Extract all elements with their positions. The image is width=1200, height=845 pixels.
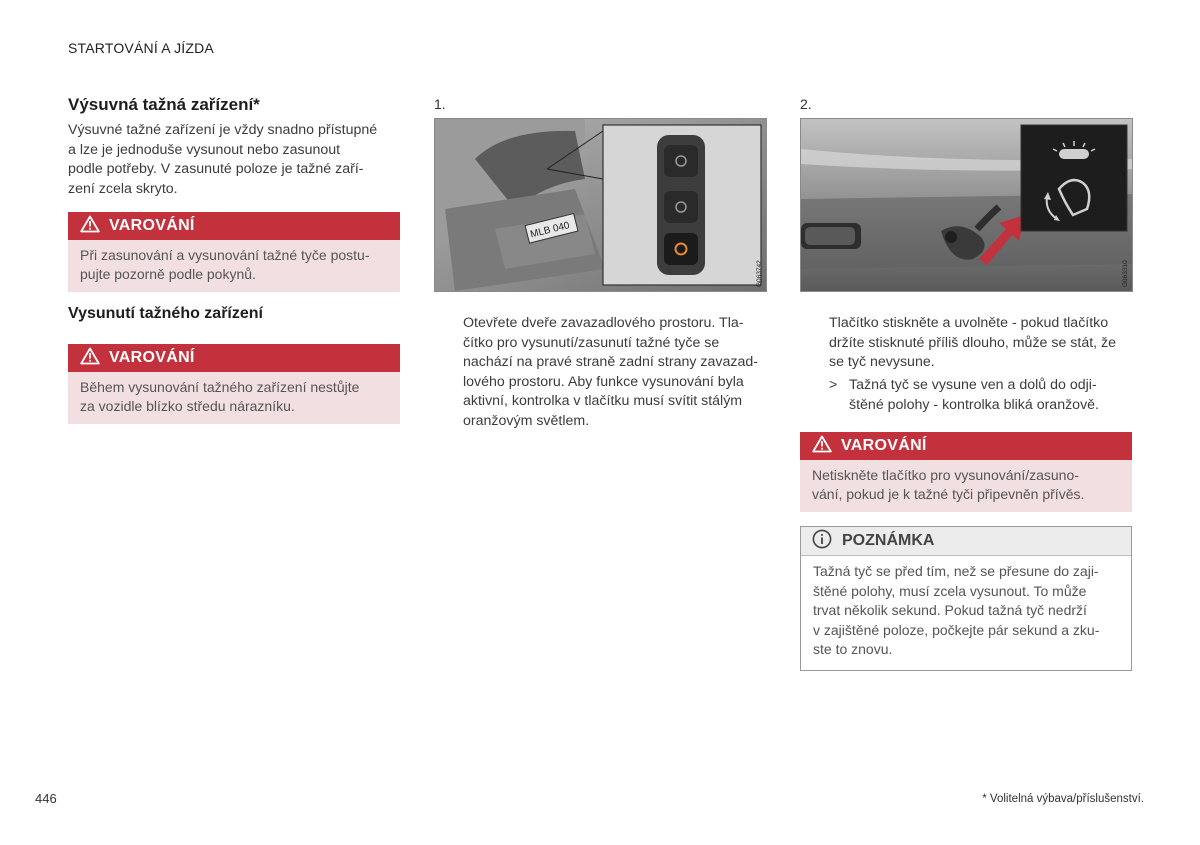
text-line: Během vysunování tažného zařízení nestůjte (80, 379, 360, 395)
page-number: 446 (35, 791, 57, 806)
warning-box (800, 432, 1132, 512)
text-line: za vozidle blízko středu nárazníku. (80, 397, 295, 414)
text-line: podle potřeby. V zasunuté poloze je tažné zaří- (68, 161, 364, 177)
text-line: držíte stisknuté příliš dlouho, může se stát, že (829, 334, 1117, 351)
step1-text (463, 314, 763, 431)
text-line: štěné polohy - kontrolka bliká oranžově. (849, 396, 1099, 413)
towbar-illustration (801, 119, 1132, 291)
warning-text (68, 372, 400, 424)
text-line: Tažná tyč se před tím, než se přesune do zaji- (813, 563, 1099, 579)
note-box (800, 526, 1132, 671)
warning-text (800, 460, 1132, 512)
text-line: nachází na pravé straně zadní strany zavazad- (463, 354, 758, 370)
text-line: vání, pokud je k tažné tyči připevněn přívěs. (812, 485, 1085, 502)
text-line: štěné polohy, musí zcela vysunout. To může (813, 582, 1087, 599)
intro-paragraph (68, 121, 408, 199)
text-line: oranžovým světlem. (463, 412, 590, 429)
info-icon (812, 529, 842, 554)
section-header: STARTOVÁNÍ A JÍZDA (68, 40, 214, 56)
warning-triangle-icon (80, 347, 109, 370)
step2-result (829, 376, 1129, 415)
text-line: trvat několik sekund. Pokud tažná tyč nedrží (813, 602, 1087, 618)
result-item (829, 376, 1129, 415)
text-line: Při zasunování a vysunování tažné tyče postu- (80, 247, 370, 263)
text-line: v zajištěné poloze, počkejte pár sekund a zku- (813, 621, 1100, 638)
text-line: a lze je jednoduše vysunout nebo zasunout (68, 141, 341, 158)
note-header (801, 527, 1131, 556)
figure-code: G063310 (1122, 260, 1129, 287)
text-line: Tlačítko stiskněte a uvolněte - pokud tlačítko (829, 315, 1109, 331)
result-marker: > (829, 377, 838, 393)
license-plate-text: MLB 040 (529, 220, 571, 241)
towbar-figure (800, 118, 1133, 292)
text-line: lového prostoru. Aby funkce vysunování byla (463, 373, 744, 390)
text-line: pujte pozorně podle pokynů. (80, 265, 256, 282)
warning-box (68, 212, 400, 292)
page-heading: Výsuvná tažná zařízení* (68, 95, 260, 114)
text-line: Tažná tyč se vysune ven a dolů do odji- (849, 377, 1097, 393)
warning-header (68, 212, 400, 240)
warning-title: VAROVÁNÍ (841, 437, 927, 454)
warning-box (68, 344, 400, 424)
text-line: Otevřete dveře zavazadlového prostoru. Tla- (463, 315, 744, 331)
trunk-button-figure (434, 118, 767, 292)
warning-text (68, 240, 400, 292)
text-line: ste to znovu. (813, 641, 893, 657)
step2-text (829, 314, 1129, 373)
warning-triangle-icon (812, 435, 841, 458)
step-number: 1. (434, 96, 446, 112)
warning-title: VAROVÁNÍ (109, 349, 195, 366)
trunk-illustration (435, 119, 766, 291)
warning-title: VAROVÁNÍ (109, 217, 195, 234)
note-title: POZNÁMKA (842, 532, 935, 549)
step-number: 2. (800, 96, 812, 112)
warning-header (68, 344, 400, 372)
text-line: Výsuvné tažné zařízení je vždy snadno přístupné (68, 122, 378, 138)
text-line: zení zcela skryto. (68, 180, 178, 197)
figure-code: G063742 (756, 260, 763, 287)
warning-triangle-icon (80, 215, 109, 238)
footnote: * Volitelná výbava/příslušenství. (982, 793, 1144, 805)
note-text (801, 556, 1131, 670)
warning-header (800, 432, 1132, 460)
text-line: se tyč nevysune. (829, 354, 935, 370)
text-line: Netiskněte tlačítko pro vysunování/zasuno- (812, 467, 1079, 483)
result-text (849, 376, 1099, 415)
subheading: Vysunutí tažného zařízení (68, 305, 263, 322)
text-line: čítko pro vysunutí/zasunutí tažné tyče se (463, 334, 720, 351)
text-line: aktivní, kontrolka v tlačítku musí svítit stálým (463, 393, 743, 409)
